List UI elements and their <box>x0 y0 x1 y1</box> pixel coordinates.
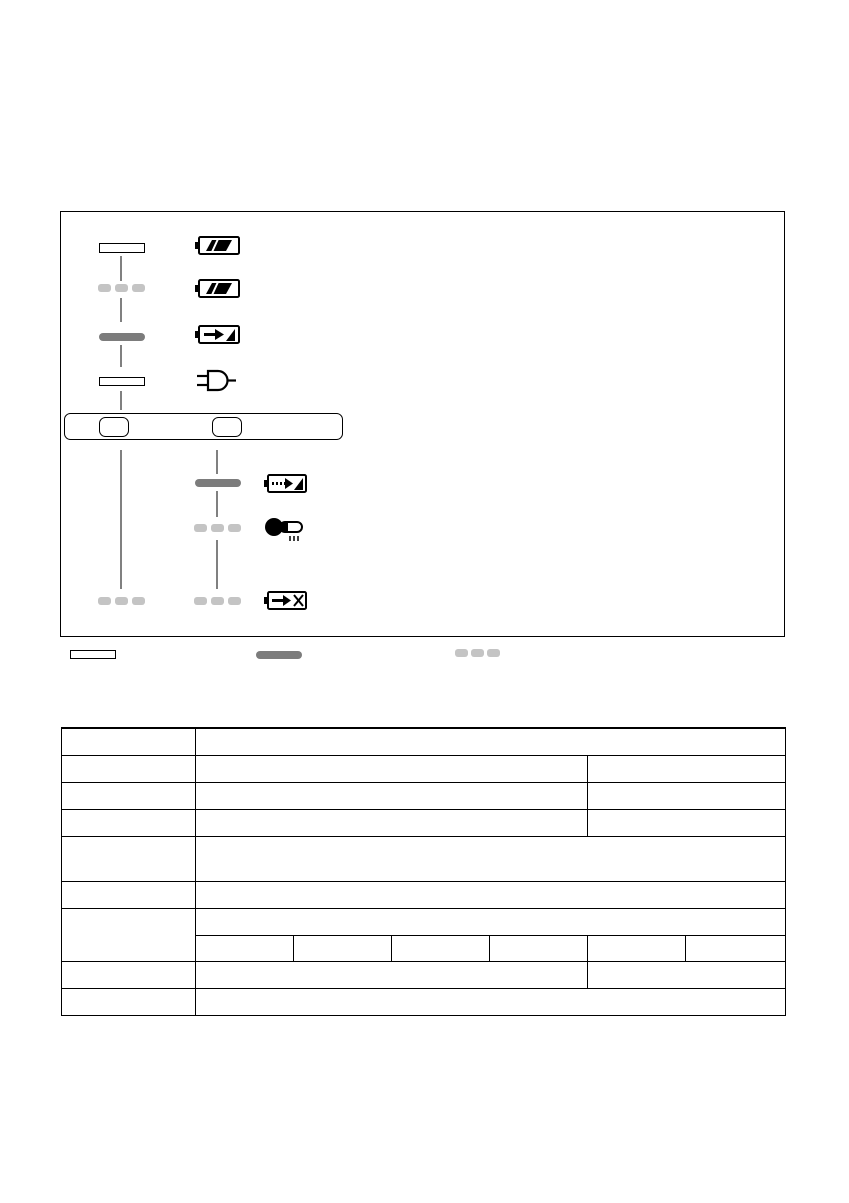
table-cell-label <box>62 909 196 962</box>
status-button[interactable] <box>213 418 242 437</box>
battery-trickle-charge-icon <box>264 475 306 492</box>
legend-flashing-indicator <box>256 651 302 659</box>
lamp-blinking-indicator <box>98 284 145 292</box>
fault-blinking-indicator <box>194 524 241 532</box>
indicator-legend <box>71 649 501 659</box>
table-subcell <box>686 936 786 962</box>
table-cell-label <box>62 728 196 756</box>
legend-steady-on-indicator <box>71 651 116 659</box>
table-cell-value <box>196 810 588 837</box>
table-subcell <box>490 936 588 962</box>
table-cell-label <box>62 837 196 882</box>
table-cell-label <box>62 989 196 1016</box>
table-cell-value <box>196 837 786 882</box>
fault-flashing-indicator <box>195 479 241 487</box>
table-cell-extra <box>588 962 786 989</box>
table-row <box>62 989 786 1016</box>
table-cell-value <box>196 756 588 783</box>
table-cell-value <box>196 909 786 936</box>
table-cell-label <box>62 756 196 783</box>
lamp-steady-on-indicator <box>100 378 145 386</box>
lamp-blinking-indicator <box>98 597 145 605</box>
lamp-status-column <box>98 244 145 411</box>
table-cell-value <box>196 989 786 1016</box>
table-cell-label <box>62 810 196 837</box>
lamp-steady-on-indicator <box>100 244 145 253</box>
table-subcell <box>294 936 392 962</box>
table-row <box>62 962 786 989</box>
table-row <box>62 783 786 810</box>
battery-charging-icon <box>195 326 239 343</box>
lamp-button[interactable] <box>100 418 129 437</box>
fault-status-icons <box>264 475 306 609</box>
table-cell-label <box>62 783 196 810</box>
table-row <box>62 837 786 882</box>
table-cell-extra <box>588 810 786 837</box>
fault-status-column <box>194 450 241 605</box>
table-cell-value <box>196 728 786 756</box>
ac-plug-icon <box>197 371 236 390</box>
table-cell-extra <box>588 756 786 783</box>
lamp-flashing-indicator <box>99 333 145 341</box>
table-cell-label <box>62 962 196 989</box>
table-cell-value <box>196 783 588 810</box>
control-panel <box>65 414 343 440</box>
table-cell-label <box>62 882 196 909</box>
table-subcell <box>392 936 490 962</box>
table-cell-extra <box>588 783 786 810</box>
table-row <box>62 909 786 936</box>
table-subcell <box>588 936 686 962</box>
lamp-status-icons <box>195 237 239 390</box>
fault-blinking-indicator <box>194 597 241 605</box>
battery-fault-icon <box>264 592 306 609</box>
table-row <box>62 728 786 756</box>
table-subcell <box>196 936 294 962</box>
table-row <box>62 810 786 837</box>
legend-blinking-indicator <box>455 649 500 657</box>
battery-low-icon <box>195 280 239 297</box>
battery-temperature-icon <box>265 518 302 541</box>
specification-table <box>61 727 786 1016</box>
table-cell-value <box>196 882 786 909</box>
battery-full-icon <box>195 237 239 254</box>
table-row <box>62 756 786 783</box>
table-cell-value <box>196 962 588 989</box>
table-row <box>62 882 786 909</box>
